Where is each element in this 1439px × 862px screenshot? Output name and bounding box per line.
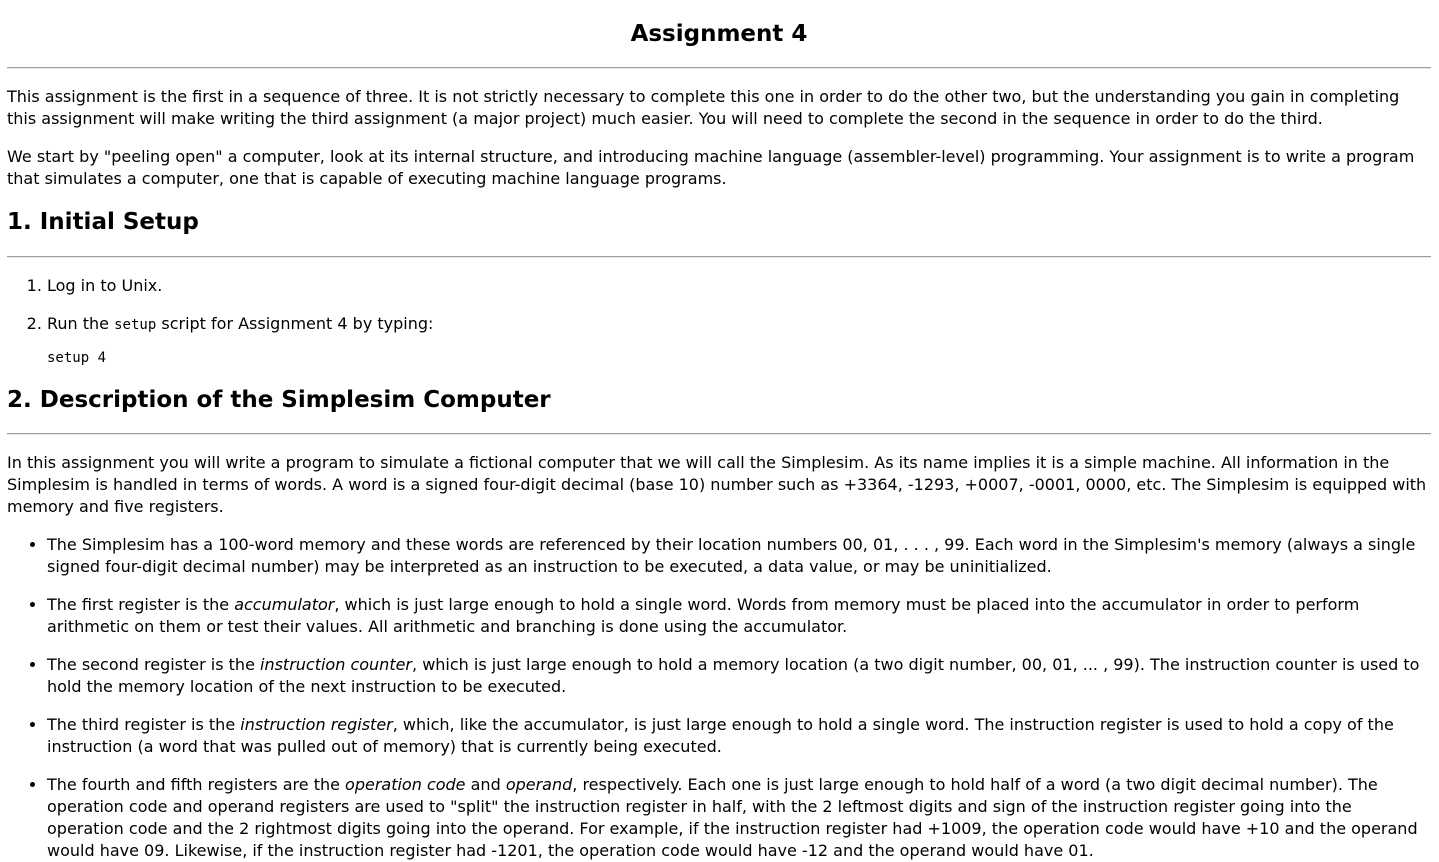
- feature-opcode-operand: • The fourth and fifth registers are the operation code and operand, respectively. Each one is just large enough to hold half of a word (a two digit decimal number). The operation code and operand registers are used to "split" the instruction register in half, with the 2 leftmost digits and sign of the instruction register going into the operation code and the 2 rightmost digits going into the operand. For example, if the instruction register had +1009, the operation code would have +10 and the operand would have 09. Likewise, if the instruction register had -1201, the operation code would have -12 and the operand would have 01.: [47, 774, 1431, 862]
- section-heading-initial-setup: 1. Initial Setup: [7, 209, 199, 235]
- section1-divider: [7, 256, 1431, 258]
- simplesim-features-list: [7, 534, 1431, 862]
- setup-steps-list: [7, 275, 1431, 367]
- term-instruction-counter: instruction counter: [260, 655, 413, 674]
- page-title: Assignment 4: [630, 21, 808, 47]
- section-heading-simplesim: 2. Description of the Simplesim Computer: [7, 387, 551, 413]
- intro-paragraph-2: We start by "peeling open" a computer, look at its internal structure, and introducing machine language (assembler-level) programming. Your assignment is to write a program that simulates a computer, one that is capable of executing machine language programs.: [7, 147, 1415, 188]
- feature-memory: • The Simplesim has a 100-word memory and these words are referenced by their location numbers 00, 01, . . . , 99. Each word in the Simplesim's memory (always a single signed four-digit decimal number) may be interpreted as an instruction to be executed, a data value, or may be uninitialized.: [47, 534, 1431, 578]
- term-instruction-register: instruction register: [240, 715, 393, 734]
- section2-divider: [7, 433, 1431, 435]
- feature-instruction-counter: • The second register is the instruction counter, which is just large enough to hold a memory location (a two digit number, 00, 01, ... , 99). The instruction counter is used to hold the memory location of the next instruction to be executed.: [47, 654, 1431, 698]
- simplesim-intro-paragraph: In this assignment you will write a program to simulate a fictional computer that we will call the Simplesim. As its name implies it is a simple machine. All information in the Simplesim is handled in terms of words. A word is a signed four-digit decimal (base 10) number such as +3364, -1293, +0007, -0001, 0000, etc. The Simplesim is equipped with memory and five registers.: [7, 453, 1427, 516]
- title-divider: [7, 67, 1431, 69]
- feature-instruction-register: • The third register is the instruction register, which, like the accumulator, is just large enough to hold a single word. The instruction register is used to hold a copy of the instruction (a word that was pulled out of memory) that is currently being executed.: [47, 714, 1431, 758]
- setup-script-code: setup: [114, 317, 157, 333]
- term-operand: operand: [505, 775, 573, 794]
- intro-paragraph-1: This assignment is the first in a sequence of three. It is not strictly necessary to complete this one in order to do the other two, but the understanding you gain in completing this assignment will make writing the third assignment (a major project) much easier. You will need to complete the second in the sequence in order to do the third.: [7, 87, 1400, 128]
- term-accumulator: accumulator: [234, 595, 335, 614]
- term-operation-code: operation code: [345, 775, 466, 794]
- setup-step-run-script: 2. Run the setup script for Assignment 4 by typing: setup 4: [47, 313, 1431, 367]
- setup-command: setup 4: [47, 350, 107, 366]
- setup-step-login: 1. Log in to Unix.: [47, 275, 1431, 297]
- feature-accumulator: • The first register is the accumulator, which is just large enough to hold a single word. Words from memory must be placed into the accumulator in order to perform arithmetic on them or test their values. All arithmetic and branching is done using the accumulator.: [47, 594, 1431, 638]
